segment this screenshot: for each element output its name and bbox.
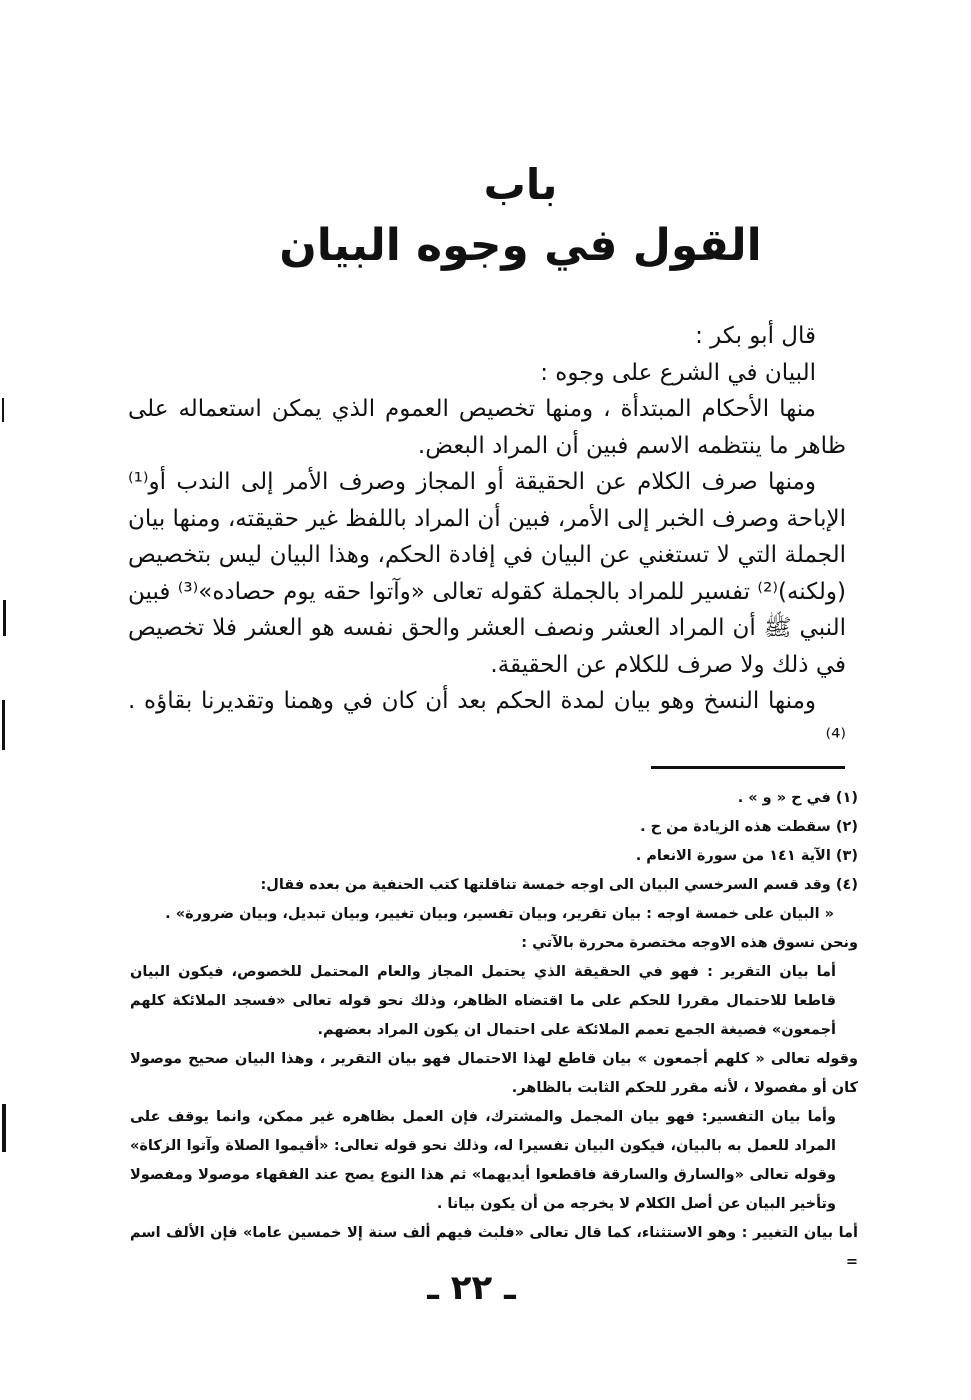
- footnote-4-intro: ونحن نسوق هذه الاوجه مختصرة محررة بالآتي :: [521, 935, 858, 951]
- footnote-divider: [651, 766, 845, 769]
- body-paragraph-1: منها الأحكام المبتدأة ، ومنها تخصيص العموم الذي يمكن استعماله على ظاهر ما ينتظمه الاسم فبين أن المراد البعض.: [128, 396, 846, 459]
- scan-edge-mark: [3, 600, 6, 636]
- body-paragraph-2: ومنها صرف الكلام عن الحقيقة أو المجاز وصرف الأمر إلى الندب أو⁽¹⁾ الإباحة وصرف الخبر إلى الأمر، فبين أن المراد باللفظ غير حقيقته، ومنها بيان الجملة التي لا تستغني عن البيان في إفادة الحكم، وهذا البيان ليس بتخصيص (ولكنه)⁽²⁾ تفسير للمراد بالجملة كقوله تعالى «وآتوا حقه يوم حصاده»⁽³⁾ فبين النبي ﷺ أن المراد العشر ونصف العشر والحق نفسه هو العشر فلا تخصيص في ذلك ولا صرف للكلام عن الحقيقة.: [128, 469, 847, 678]
- footnote-4-taghyir: أما بيان التغيير : وهو الاستثناء، كما قال تعالى «فلبث فيهم ألف سنة إلا خمسين عاما» فإن الألف اسم =: [130, 1225, 858, 1270]
- page-number-text: ـ ٢٢ ـ: [427, 1268, 516, 1308]
- footnotes: [130, 784, 858, 1277]
- chapter-title: القول في وجوه البيان: [279, 220, 762, 271]
- footnote-4-taqrir: أما بيان التقرير : فهو في الحقيقة الذي يحتمل المجاز والعام المحتمل للخصوص، فيكون البيان قاطعا للاحتمال مقررا للحكم على ما اقتضاه الظاهر، وذلك نحو قوله تعالى «فسجد الملائكة كلهم أجمعون» فصيغة الجمع تعمم الملائكة على احتمال ان يكون المراد بعضهم.: [130, 964, 836, 1038]
- footnote-3: (٣) الآية ١٤١ من سورة الانعام .: [635, 848, 858, 864]
- body-paragraph-3: ومنها النسخ وهو بيان لمدة الحكم بعد أن كان في وهمنا وتقديرنا بقاؤه .⁽⁴⁾: [128, 688, 846, 751]
- scan-edge-mark: [2, 398, 4, 422]
- body-line-narrator: قال أبو بكر :: [695, 323, 816, 349]
- main-text: [128, 318, 846, 756]
- footnote-4-tafsir: وأما بيان التفسير: فهو بيان المجمل والمشترك، فإن العمل بظاهره غير ممكن، وانما يوقف على المراد للعمل به بالبيان، فيكون البيان تفسيرا له، وذلك نحو قوله تعالى: «أقيموا الصلاة وآتوا الزكاة» وقوله تعالى «والسارق والسارقة فاقطعوا أيديهما» ثم هذا النوع يصح عند الفقهاء موصولا ومفصولا وتأخير البيان عن أصل الكلام لا يخرجه من أن يكون بيانا .: [130, 1109, 836, 1212]
- body-line-intro: البيان في الشرع على وجوه :: [540, 359, 816, 386]
- scan-edge-mark: [2, 700, 5, 750]
- chapter-label: باب: [483, 160, 558, 209]
- footnote-4-taqrir-cont: وقوله تعالى « كلهم أجمعون » بيان قاطع لهذا الاحتمال فهو بيان التقرير ، وهذا البيان صحيح موصولا كان أو مفصولا ، لأنه مقرر للحكم الثابت بالظاهر.: [130, 1051, 858, 1096]
- footnote-4-quote: « البيان على خمسة اوجه : بيان تقرير، وبيان تفسير، وبيان تغيير، وبيان تبديل، وبيان ضرورة» .: [165, 906, 834, 922]
- footnote-1: (١) في ح « و » .: [737, 790, 858, 806]
- footnote-4: (٤) وقد قسم السرخسي البيان الى اوجه خمسة تناقلتها كتب الحنفية من بعده فقال:: [260, 877, 858, 893]
- page-number: [0, 1268, 971, 1308]
- footnote-2: (٢) سقطت هذه الزيادة من ح .: [640, 819, 858, 835]
- scan-edge-mark: [2, 1104, 6, 1152]
